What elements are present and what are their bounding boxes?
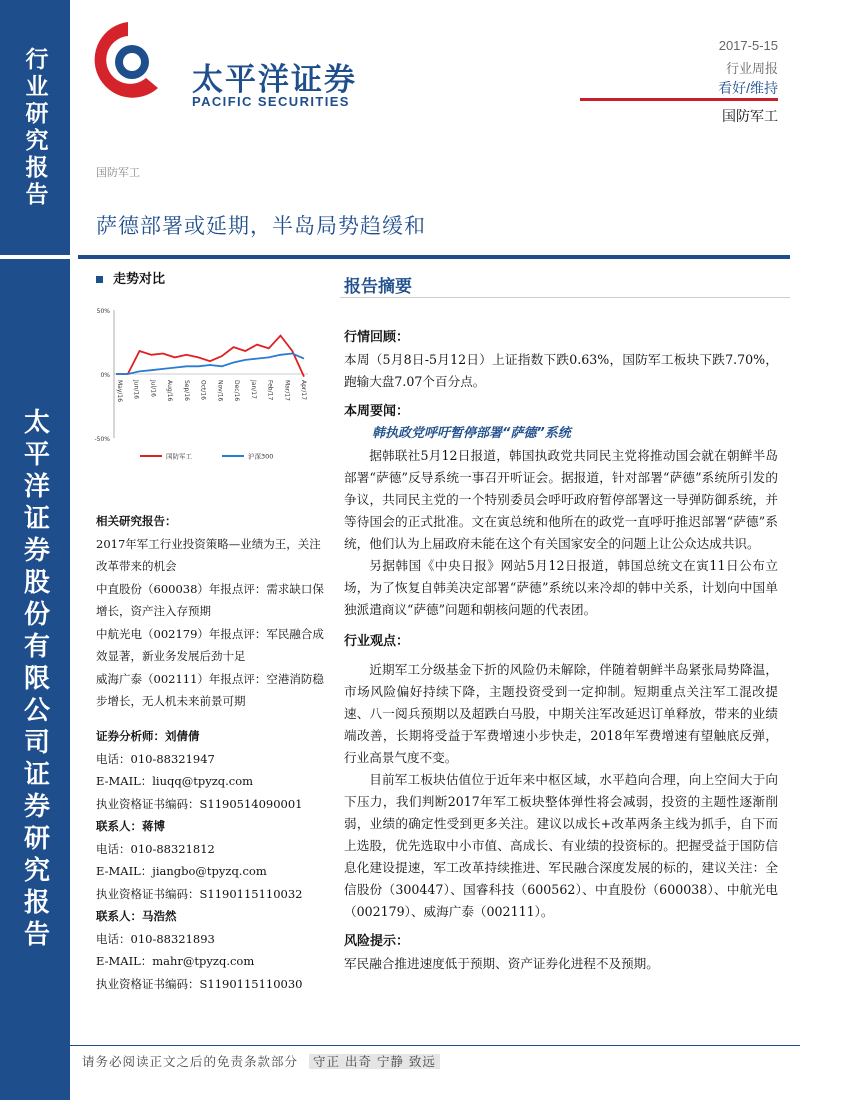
series-line-1 <box>116 354 304 375</box>
breadcrumb: 国防军工 <box>96 166 140 179</box>
contact2-tel: 电话：010-88321893 <box>96 931 215 946</box>
trend-heading <box>96 268 165 287</box>
view-para-1: 近期军工分级基金下折的风险仍未解除，伴随着朝鲜半岛紧张局势降温，市场风险偏好持续下降，主题投资受到一定抑制。短期重点关注军工混改提速、八一阅兵预期以及超跌白马股，中期关注军改延迟订单释放，带来的业绩端改善，长期将受益于军费增速小步快走，2018年军费增速有望触底反弹，行业高景气度不变。 <box>344 662 778 765</box>
related-report-item[interactable]: 中直股份（600038）年报点评：需求缺口保增长，资产注入存预期 <box>96 581 324 618</box>
x-tick-label: Jun/16 <box>132 380 140 400</box>
market-review-text: 本周（5月8日-5月12日）上证指数下跌0.63%，国防军工板块下跌7.70%，跑输大盘7.07个百分点。 <box>344 352 778 389</box>
news-para-2: 另据韩国《中央日报》网站5月12日报道，韩国总统文在寅11日公布立场，为了恢复自韩美决定部署“萨德”系统以来冷却的韩中关系，计划向中国单独派遣商议“萨德”问题和朝核问题的代表团。 <box>344 558 778 617</box>
report-type: 行业周报 <box>725 61 778 76</box>
view-heading: 行业观点： <box>344 634 410 649</box>
sector: 国防军工 <box>722 108 778 124</box>
x-tick-label: Mar/17 <box>283 380 291 401</box>
x-tick-label: Apr/17 <box>300 380 307 401</box>
contact2-email[interactable]: E-MAIL：mahr@tpyzq.com <box>96 954 255 968</box>
footer-disclaimer: 请务必阅读正文之后的免责条款部分 <box>82 1054 299 1069</box>
contact2-name: 联系人：马浩然 <box>96 909 177 923</box>
x-tick-label: May/16 <box>116 380 123 403</box>
contact1-cert: 执业资格证书编码：S1190115110032 <box>96 886 303 901</box>
summary-divider <box>340 297 790 298</box>
sidebar-company: 太平洋证券股份有限公司证券研究报告 <box>0 259 70 1100</box>
x-tick-label: Oct/16 <box>199 380 207 401</box>
footer-divider <box>70 1045 800 1046</box>
contact1-tel: 电话：010-88321812 <box>96 841 215 856</box>
trend-chart <box>88 298 318 468</box>
x-tick-label: Dec/16 <box>233 380 241 402</box>
contact1-email[interactable]: E-MAIL：jiangbo@tpyzq.com <box>96 864 267 878</box>
related-report-item[interactable]: 威海广泰（002111）年报点评：空港消防稳步增长，无人机未来前景可期 <box>96 671 324 708</box>
y-tick-label: -50% <box>94 436 110 443</box>
footer-motto: 守正 出奇 宁静 致远 <box>309 1054 440 1069</box>
logo-mark-icon <box>88 18 168 104</box>
analyst-cert: 执业资格证书编码：S1190514090001 <box>96 796 303 811</box>
x-tick-label: Feb/17 <box>266 380 274 401</box>
news-para-1: 据韩联社5月12日报道，韩国执政党共同民主党将推动国会就在朝鲜半岛部署“萨德”反导系统一事召开听证会。据报道，针对部署“萨德”系统所引发的争议，共同民主党的一个特别委员会呼吁政府暂停部署这一导弹防御系统，并等待国会的正式批准。文在寅总统和他所在的政党一直呼吁推迟部署“萨德”系统，他们认为上届政府未能在这个有关国家安全的问题上让公众达成共识。 <box>344 448 778 551</box>
sidebar-report-type: 行业研究报告 <box>0 0 70 255</box>
risk-text: 军民融合推进速度低于预期、资产证券化进程不及预期。 <box>344 956 659 971</box>
y-tick-label: 50% <box>96 308 110 315</box>
related-report-item[interactable]: 中航光电（002179）年报点评：军民融合成效显著，新业务发展后劲十足 <box>96 626 324 663</box>
related-reports <box>96 510 326 713</box>
x-tick-label: Jul/16 <box>149 380 157 397</box>
analyst-email[interactable]: E-MAIL：liuqq@tpyzq.com <box>96 774 254 788</box>
title-divider <box>78 255 790 259</box>
rating: 看好/维持 <box>718 80 778 96</box>
view-para-2: 目前军工板块估值位于近年来中枢区域，水平趋向合理，向上空间大于向下压力，我们判断2017年军工板块整体弹性将会减弱，投资的主题性逐渐削弱，业绩的确定性受到更多关注。建议以成长+改革两条主线为抓手，自下而上选股，优先选取中小市值、高成长、有业绩的投资标的。把握受益于国防信息化建设提速，军工改革持续推进、军民融合深度发展的标的，建议关注：全信股份（300447）、国睿科技（600562）、中直股份（600038）、中航光电（002179）、威海广泰（002111）。 <box>344 772 778 919</box>
y-tick-label: 0% <box>100 372 110 379</box>
contacts <box>96 725 326 995</box>
summary-heading: 报告摘要 <box>344 277 412 297</box>
analyst-name: 证券分析师：刘倩倩 <box>96 729 200 743</box>
page-title: 萨德部署或延期，半岛局势趋缓和 <box>96 214 426 238</box>
analyst-tel: 电话：010-88321947 <box>96 751 215 766</box>
x-tick-label: Sep/16 <box>182 380 190 401</box>
bullet-icon <box>96 276 103 283</box>
news-subheading: 韩执政党呼吁暂停部署“萨德”系统 <box>372 426 571 441</box>
x-tick-label: Jan/17 <box>249 380 257 399</box>
risk-heading: 风险提示： <box>344 934 410 949</box>
rating-divider <box>580 98 778 101</box>
logo <box>88 18 368 110</box>
market-review-heading: 行情回顾： <box>344 330 410 345</box>
contact1-name: 联系人：蒋博 <box>96 819 165 833</box>
related-report-item[interactable]: 2017年军工行业投资策略—业绩为王，关注改革带来的机会 <box>96 536 321 573</box>
news-heading: 本周要闻： <box>344 404 410 419</box>
related-heading: 相关研究报告： <box>96 514 177 528</box>
x-tick-label: Nov/16 <box>216 380 224 402</box>
footer <box>82 1052 440 1070</box>
report-date: 2017-5-15 <box>718 38 778 53</box>
legend-label-0: 国防军工 <box>166 452 192 461</box>
x-tick-label: Aug/16 <box>166 380 174 402</box>
summary-body <box>344 327 778 975</box>
logo-cn: 太平洋证券 <box>192 62 357 98</box>
contact2-cert: 执业资格证书编码：S1190115110030 <box>96 976 303 991</box>
trend-heading-text: 走势对比 <box>113 272 166 287</box>
logo-en: PACIFIC SECURITIES <box>192 94 350 109</box>
legend-label-1: 沪深300 <box>248 452 274 461</box>
